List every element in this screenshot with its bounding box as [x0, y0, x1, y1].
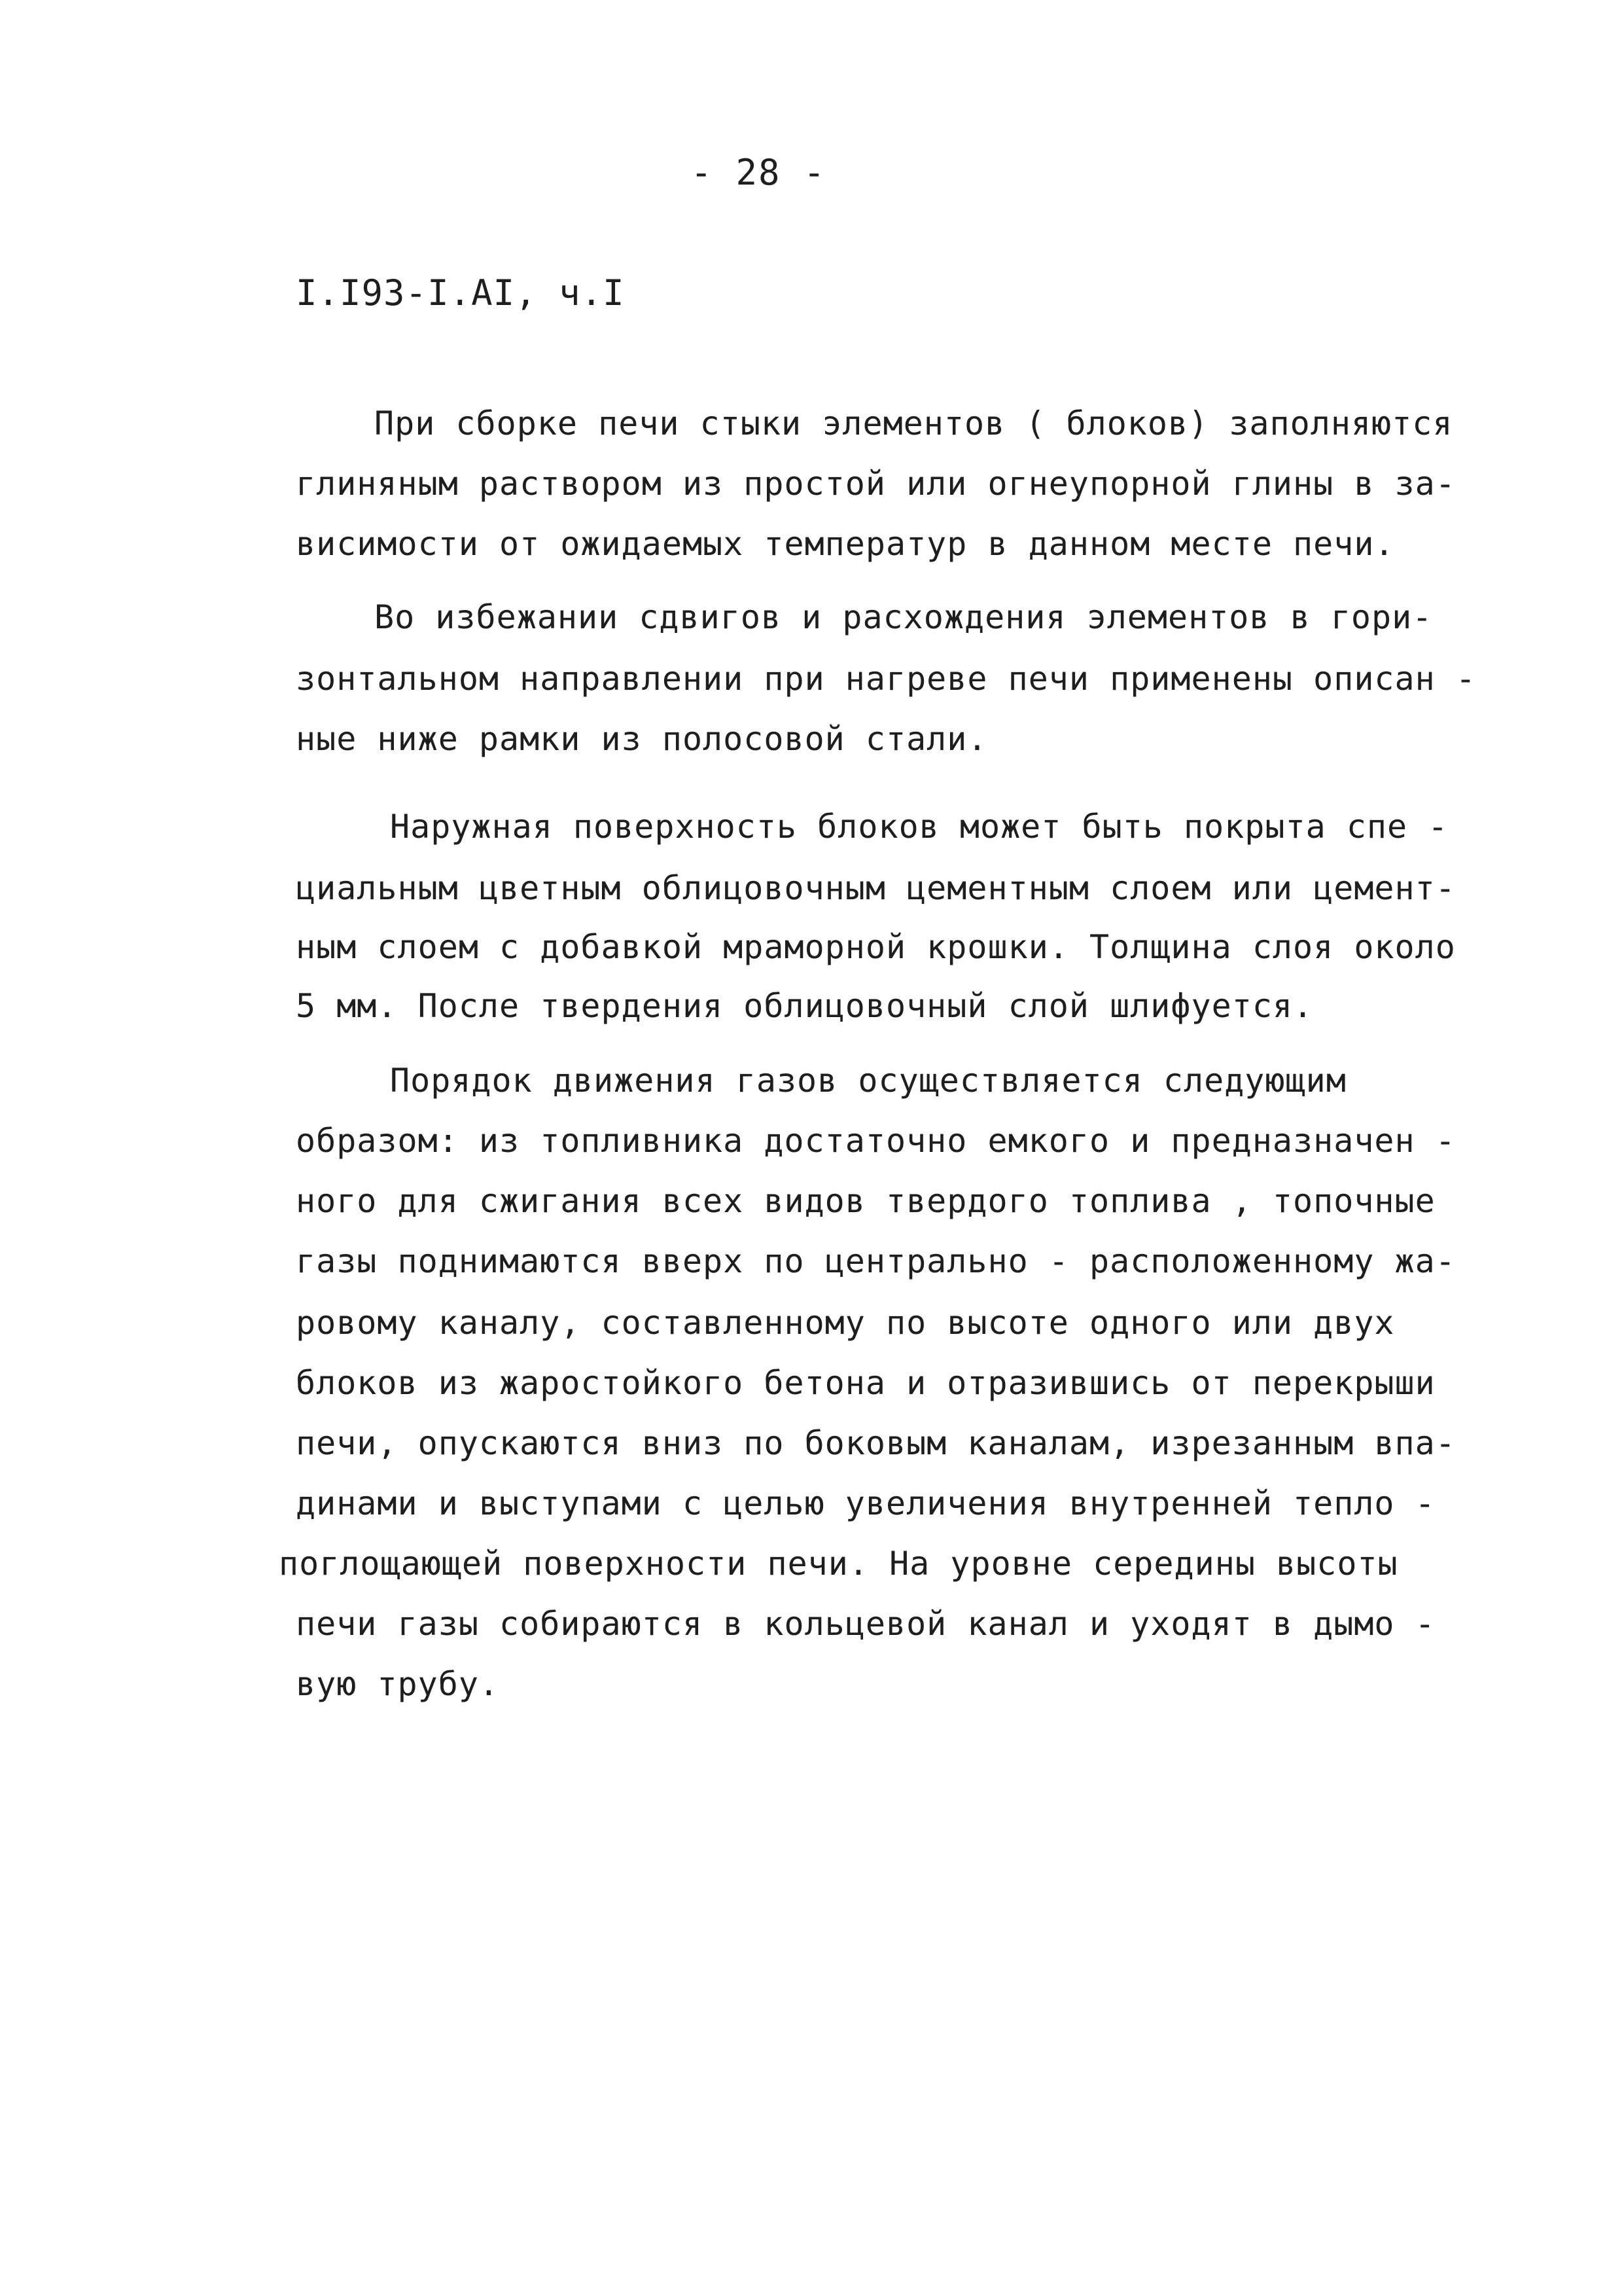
text-line: блоков из жаростойкого бетона и отразившись от перекрыши	[296, 1364, 1436, 1402]
text-line: динами и выступами с целью увеличения внутренней тепло -	[296, 1484, 1436, 1522]
text-line: ного для сжигания всех видов твердого топлива , топочные	[296, 1182, 1436, 1220]
text-line: печи, опускаются вниз по боковым каналам, изрезанным впа-	[296, 1424, 1456, 1462]
text-line: висимости от ожидаемых температур в данном месте печи.	[296, 525, 1395, 563]
text-line: ным слоем с добавкой мраморной крошки. Толщина слоя около	[296, 928, 1456, 966]
text-line: ровому каналу, составленному по высоте одного или двух	[296, 1304, 1395, 1342]
text-line: глиняным раствором из простой или огнеупорной глины в за-	[296, 465, 1456, 503]
page-number: - 28 -	[690, 152, 826, 193]
text-line: ные ниже рамки из полосовой стали.	[296, 720, 988, 758]
text-line: Наружная поверхность блоков может быть покрыта спе -	[390, 808, 1449, 846]
text-line: При сборке печи стыки элементов ( блоков) заполняются	[374, 404, 1453, 442]
text-line: вую трубу.	[296, 1665, 500, 1703]
document-code: I.I93-I.AI, ч.I	[296, 272, 625, 314]
text-line: 5 мм. После твердения облицовочный слой шлифуется.	[296, 987, 1314, 1025]
text-line: печи газы собираются в кольцевой канал и уходят в дымо -	[296, 1605, 1436, 1643]
text-line: образом: из топливника достаточно емкого и предназначен -	[296, 1122, 1456, 1160]
text-line: Порядок движения газов осуществляется следующим	[390, 1062, 1347, 1100]
text-line: циальным цветным облицовочным цементным слоем или цемент-	[296, 869, 1456, 907]
text-line: поглощающей поверхности печи. На уровне середины высоты	[279, 1545, 1398, 1583]
text-line: Во избежании сдвигов и расхождения элементов в гори-	[374, 598, 1433, 636]
text-line: зонтальном направлении при нагреве печи применены описан -	[296, 660, 1476, 698]
text-line: газы поднимаются вверх по центрально - расположенному жа-	[296, 1242, 1456, 1280]
